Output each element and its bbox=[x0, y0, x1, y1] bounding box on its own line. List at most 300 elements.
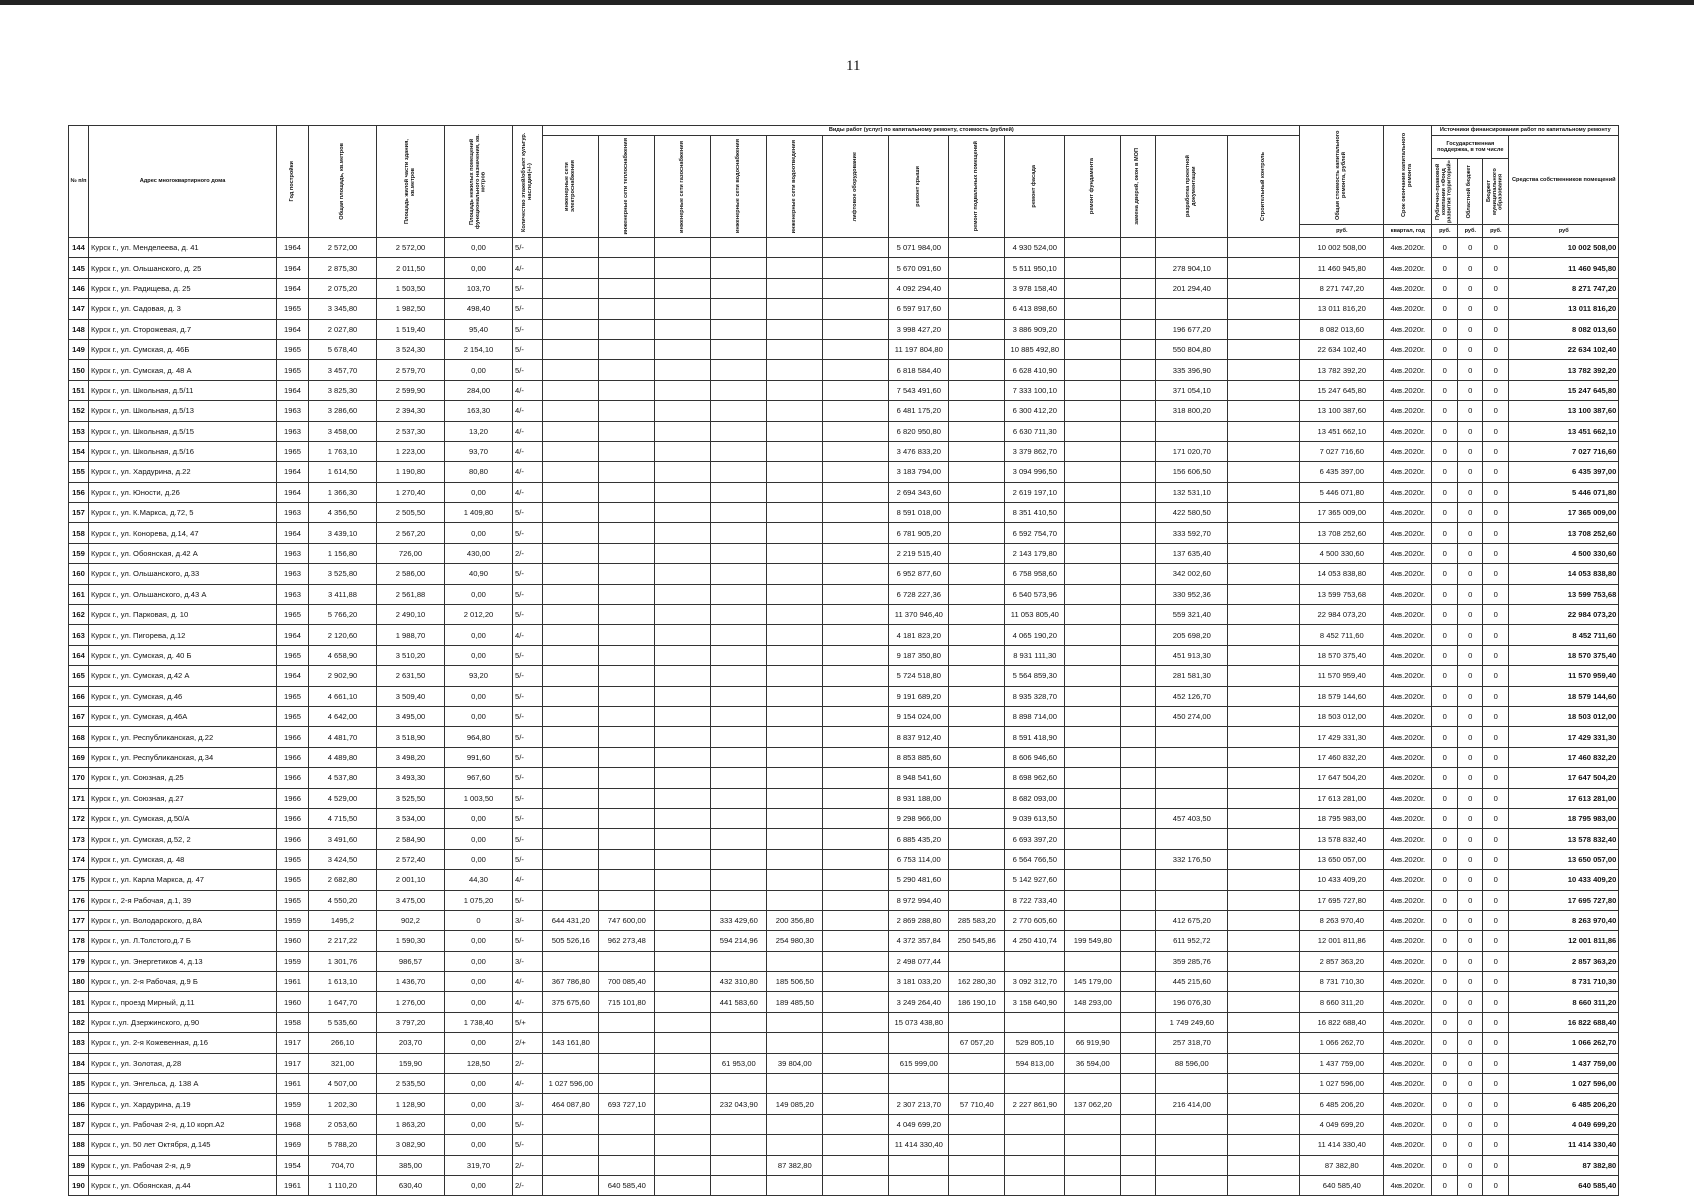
cell-facade: 3 978 158,40 bbox=[1005, 278, 1065, 298]
unit-rub-fund: руб. bbox=[1432, 225, 1458, 238]
cell-owners: 1 027 596,00 bbox=[1509, 1074, 1619, 1094]
cell-public-fund: 0 bbox=[1432, 1114, 1458, 1134]
cell-basement bbox=[949, 951, 1005, 971]
cell-facade: 4 930 524,00 bbox=[1005, 238, 1065, 258]
cell-term: 4кв.2020г. bbox=[1384, 1114, 1432, 1134]
cell-nonres-area: 0,00 bbox=[445, 992, 513, 1012]
cell-roof: 8 931 188,00 bbox=[889, 788, 949, 808]
cell-basement bbox=[949, 278, 1005, 298]
cell-water bbox=[711, 625, 767, 645]
cell-term: 4кв.2020г. bbox=[1384, 870, 1432, 890]
cell-living-area: 1 503,50 bbox=[377, 278, 445, 298]
cell-roof: 2 219 515,40 bbox=[889, 543, 949, 563]
cell-gas bbox=[655, 319, 711, 339]
cell-regional: 0 bbox=[1458, 1074, 1483, 1094]
cell-num: 185 bbox=[69, 1074, 89, 1094]
cell-heat: 640 585,40 bbox=[599, 1175, 655, 1195]
cell-gas bbox=[655, 482, 711, 502]
cell-living-area: 2 579,70 bbox=[377, 360, 445, 380]
cell-basement bbox=[949, 380, 1005, 400]
cell-regional: 0 bbox=[1458, 951, 1483, 971]
cell-water bbox=[711, 258, 767, 278]
cell-lift bbox=[823, 890, 889, 910]
cell-sewer bbox=[767, 503, 823, 523]
cell-municipal: 0 bbox=[1483, 401, 1509, 421]
cell-design bbox=[1156, 870, 1228, 890]
cell-municipal: 0 bbox=[1483, 1033, 1509, 1053]
cell-lift bbox=[823, 278, 889, 298]
cell-owners: 1 066 262,70 bbox=[1509, 1033, 1619, 1053]
cell-doors bbox=[1121, 503, 1156, 523]
cell-nonres-area: 0,00 bbox=[445, 808, 513, 828]
cell-lift bbox=[823, 808, 889, 828]
cell-regional: 0 bbox=[1458, 503, 1483, 523]
cell-address: Курск г., 2-я Рабочая, д.1, 39 bbox=[89, 890, 277, 910]
cell-year: 1964 bbox=[277, 278, 309, 298]
cell-regional: 0 bbox=[1458, 625, 1483, 645]
cell-living-area: 3 495,00 bbox=[377, 706, 445, 726]
cell-living-area: 2 011,50 bbox=[377, 258, 445, 278]
cell-address: Курск г., ул. Сумская, д. 48 А bbox=[89, 360, 277, 380]
cell-doors bbox=[1121, 1053, 1156, 1073]
cell-public-fund: 0 bbox=[1432, 931, 1458, 951]
cell-living-area: 2 537,30 bbox=[377, 421, 445, 441]
cell-heat bbox=[599, 1012, 655, 1032]
cell-roof: 6 597 917,60 bbox=[889, 299, 949, 319]
cell-year: 1966 bbox=[277, 768, 309, 788]
cell-year: 1965 bbox=[277, 849, 309, 869]
cell-address: Курск г., ул. Ольшанского, д.33 bbox=[89, 564, 277, 584]
cell-term: 4кв.2020г. bbox=[1384, 686, 1432, 706]
cell-design bbox=[1156, 747, 1228, 767]
cell-nonres-area: 1 003,50 bbox=[445, 788, 513, 808]
cell-foundation bbox=[1065, 319, 1121, 339]
cell-doors bbox=[1121, 768, 1156, 788]
cell-basement bbox=[949, 645, 1005, 665]
cell-num: 147 bbox=[69, 299, 89, 319]
cell-total-cost: 18 503 012,00 bbox=[1300, 706, 1384, 726]
cell-regional: 0 bbox=[1458, 584, 1483, 604]
cell-design: 333 592,70 bbox=[1156, 523, 1228, 543]
cell-lift bbox=[823, 360, 889, 380]
cell-lift bbox=[823, 625, 889, 645]
cell-facade: 5 511 950,10 bbox=[1005, 258, 1065, 278]
cell-heat bbox=[599, 1135, 655, 1155]
cell-lift bbox=[823, 1074, 889, 1094]
cell-sewer bbox=[767, 339, 823, 359]
cell-doors bbox=[1121, 299, 1156, 319]
cell-sewer: 149 085,20 bbox=[767, 1094, 823, 1114]
cell-heat bbox=[599, 706, 655, 726]
cell-total-area: 5 766,20 bbox=[309, 605, 377, 625]
cell-term: 4кв.2020г. bbox=[1384, 523, 1432, 543]
cell-total-area: 4 481,70 bbox=[309, 727, 377, 747]
cell-control bbox=[1228, 768, 1300, 788]
cell-control bbox=[1228, 666, 1300, 686]
cell-total-cost: 22 634 102,40 bbox=[1300, 339, 1384, 359]
cell-year: 1968 bbox=[277, 1114, 309, 1134]
table-row bbox=[69, 1175, 1619, 1195]
cell-nonres-area: 128,50 bbox=[445, 1053, 513, 1073]
cell-public-fund: 0 bbox=[1432, 319, 1458, 339]
cell-gas bbox=[655, 1114, 711, 1134]
cell-total-area: 3 458,00 bbox=[309, 421, 377, 441]
cell-heat bbox=[599, 462, 655, 482]
cell-total-area: 2 572,00 bbox=[309, 238, 377, 258]
cell-nonres-area: 0,00 bbox=[445, 706, 513, 726]
cell-total-cost: 10 002 508,00 bbox=[1300, 238, 1384, 258]
cell-heat bbox=[599, 747, 655, 767]
cell-electric bbox=[543, 747, 599, 767]
cell-sewer bbox=[767, 1114, 823, 1134]
cell-public-fund: 0 bbox=[1432, 686, 1458, 706]
cell-electric: 505 526,16 bbox=[543, 931, 599, 951]
cell-roof: 2 307 213,70 bbox=[889, 1094, 949, 1114]
cell-floors: 5/- bbox=[513, 727, 543, 747]
table-row bbox=[69, 931, 1619, 951]
cell-year: 1958 bbox=[277, 1012, 309, 1032]
cell-municipal: 0 bbox=[1483, 584, 1509, 604]
cell-public-fund: 0 bbox=[1432, 523, 1458, 543]
cell-water bbox=[711, 1074, 767, 1094]
cell-municipal: 0 bbox=[1483, 482, 1509, 502]
cell-total-cost: 2 857 363,20 bbox=[1300, 951, 1384, 971]
table-row bbox=[69, 523, 1619, 543]
cell-num: 175 bbox=[69, 870, 89, 890]
cell-lift bbox=[823, 1114, 889, 1134]
cell-basement bbox=[949, 1012, 1005, 1032]
cell-doors bbox=[1121, 1175, 1156, 1195]
cell-address: Курск г., ул. Рабочая 2-я, д.10 корп.А2 bbox=[89, 1114, 277, 1134]
cell-living-area: 203,70 bbox=[377, 1033, 445, 1053]
cell-nonres-area: 0 bbox=[445, 910, 513, 930]
cell-owners: 17 695 727,80 bbox=[1509, 890, 1619, 910]
cell-foundation bbox=[1065, 278, 1121, 298]
cell-year: 1966 bbox=[277, 727, 309, 747]
cell-owners: 10 002 508,00 bbox=[1509, 238, 1619, 258]
cell-address: Курск г., ул. Школьная, д.5/13 bbox=[89, 401, 277, 421]
cell-floors: 5/- bbox=[513, 788, 543, 808]
cell-gas bbox=[655, 1012, 711, 1032]
cell-roof: 8 948 541,60 bbox=[889, 768, 949, 788]
cell-gas bbox=[655, 401, 711, 421]
cell-year: 1964 bbox=[277, 258, 309, 278]
cell-gas bbox=[655, 625, 711, 645]
cell-address: Курск г., ул. Менделеева, д. 41 bbox=[89, 238, 277, 258]
cell-basement bbox=[949, 584, 1005, 604]
cell-roof: 3 183 794,00 bbox=[889, 462, 949, 482]
cell-floors: 5/- bbox=[513, 564, 543, 584]
cell-term: 4кв.2020г. bbox=[1384, 992, 1432, 1012]
cell-living-area: 1 863,20 bbox=[377, 1114, 445, 1134]
cell-public-fund: 0 bbox=[1432, 829, 1458, 849]
cell-water: 594 214,96 bbox=[711, 931, 767, 951]
cell-foundation bbox=[1065, 299, 1121, 319]
cell-water bbox=[711, 564, 767, 584]
cell-living-area: 3 797,20 bbox=[377, 1012, 445, 1032]
cell-lift bbox=[823, 503, 889, 523]
cell-foundation bbox=[1065, 584, 1121, 604]
cell-heat bbox=[599, 238, 655, 258]
cell-heat bbox=[599, 503, 655, 523]
cell-floors: 5/- bbox=[513, 747, 543, 767]
cell-public-fund: 0 bbox=[1432, 543, 1458, 563]
cell-num: 158 bbox=[69, 523, 89, 543]
cell-address: Курск г., ул. Радищева, д. 25 bbox=[89, 278, 277, 298]
cell-electric bbox=[543, 238, 599, 258]
cell-floors: 4/- bbox=[513, 462, 543, 482]
cell-facade bbox=[1005, 1012, 1065, 1032]
cell-doors bbox=[1121, 686, 1156, 706]
cell-foundation: 36 594,00 bbox=[1065, 1053, 1121, 1073]
cell-owners: 8 271 747,20 bbox=[1509, 278, 1619, 298]
cell-sewer bbox=[767, 482, 823, 502]
cell-roof: 9 154 024,00 bbox=[889, 706, 949, 726]
cell-lift bbox=[823, 564, 889, 584]
cell-roof: 6 885 435,20 bbox=[889, 829, 949, 849]
cell-municipal: 0 bbox=[1483, 727, 1509, 747]
cell-living-area: 3 518,90 bbox=[377, 727, 445, 747]
cell-gas bbox=[655, 788, 711, 808]
cell-gas bbox=[655, 1074, 711, 1094]
cell-sewer bbox=[767, 1074, 823, 1094]
cell-term: 4кв.2020г. bbox=[1384, 543, 1432, 563]
cell-owners: 18 795 983,00 bbox=[1509, 808, 1619, 828]
cell-total-cost: 8 660 311,20 bbox=[1300, 992, 1384, 1012]
cell-roof: 8 853 885,60 bbox=[889, 747, 949, 767]
cell-regional: 0 bbox=[1458, 829, 1483, 849]
cell-lift bbox=[823, 238, 889, 258]
cell-water bbox=[711, 584, 767, 604]
cell-doors bbox=[1121, 1074, 1156, 1094]
cell-nonres-area: 1 738,40 bbox=[445, 1012, 513, 1032]
cell-lift bbox=[823, 605, 889, 625]
cell-address: Курск г., ул. 2-я Рабочая, д.9 Б bbox=[89, 972, 277, 992]
cell-lift bbox=[823, 951, 889, 971]
cell-living-area: 2 572,00 bbox=[377, 238, 445, 258]
cell-design: 422 580,50 bbox=[1156, 503, 1228, 523]
cell-total-cost: 8 271 747,20 bbox=[1300, 278, 1384, 298]
cell-gas bbox=[655, 706, 711, 726]
cell-roof: 4 372 357,84 bbox=[889, 931, 949, 951]
cell-roof bbox=[889, 1155, 949, 1175]
cell-electric bbox=[543, 339, 599, 359]
cell-electric: 644 431,20 bbox=[543, 910, 599, 930]
cell-sewer bbox=[767, 401, 823, 421]
cell-municipal: 0 bbox=[1483, 808, 1509, 828]
cell-floors: 2/- bbox=[513, 543, 543, 563]
cell-year: 1966 bbox=[277, 747, 309, 767]
cell-nonres-area: 967,60 bbox=[445, 768, 513, 788]
cell-sewer bbox=[767, 870, 823, 890]
cell-year: 1961 bbox=[277, 1074, 309, 1094]
table-row bbox=[69, 686, 1619, 706]
cell-total-area: 5 535,60 bbox=[309, 1012, 377, 1032]
cell-nonres-area: 0,00 bbox=[445, 482, 513, 502]
cell-gas bbox=[655, 1094, 711, 1114]
cell-address: Курск г., ул. Школьная, д.5/16 bbox=[89, 441, 277, 461]
cell-year: 1963 bbox=[277, 543, 309, 563]
cell-sewer bbox=[767, 1135, 823, 1155]
cell-basement bbox=[949, 849, 1005, 869]
cell-gas bbox=[655, 584, 711, 604]
cell-owners: 2 857 363,20 bbox=[1509, 951, 1619, 971]
cell-total-cost: 12 001 811,86 bbox=[1300, 931, 1384, 951]
cell-gas bbox=[655, 523, 711, 543]
cell-gas bbox=[655, 992, 711, 1012]
cell-address: Курск г., ул. Юности, д.26 bbox=[89, 482, 277, 502]
cell-address: Курск г., ул. Карла Маркса, д. 47 bbox=[89, 870, 277, 890]
cell-control bbox=[1228, 706, 1300, 726]
cell-floors: 2/- bbox=[513, 1053, 543, 1073]
cell-lift bbox=[823, 1175, 889, 1195]
cell-total-cost: 7 027 716,60 bbox=[1300, 441, 1384, 461]
cell-num: 177 bbox=[69, 910, 89, 930]
cell-year: 1963 bbox=[277, 503, 309, 523]
cell-living-area: 1 190,80 bbox=[377, 462, 445, 482]
cell-facade: 8 898 714,00 bbox=[1005, 706, 1065, 726]
cell-total-cost: 87 382,80 bbox=[1300, 1155, 1384, 1175]
table-row bbox=[69, 972, 1619, 992]
cell-design: 332 176,50 bbox=[1156, 849, 1228, 869]
cell-gas bbox=[655, 890, 711, 910]
cell-heat bbox=[599, 605, 655, 625]
cell-living-area: 2 561,88 bbox=[377, 584, 445, 604]
cell-total-area: 4 658,90 bbox=[309, 645, 377, 665]
cell-owners: 11 414 330,40 bbox=[1509, 1135, 1619, 1155]
cell-total-area: 704,70 bbox=[309, 1155, 377, 1175]
cell-doors bbox=[1121, 401, 1156, 421]
cell-facade: 7 333 100,10 bbox=[1005, 380, 1065, 400]
cell-living-area: 1 276,00 bbox=[377, 992, 445, 1012]
cell-public-fund: 0 bbox=[1432, 1135, 1458, 1155]
table-row bbox=[69, 645, 1619, 665]
cell-total-cost: 11 460 945,80 bbox=[1300, 258, 1384, 278]
cell-doors bbox=[1121, 870, 1156, 890]
cell-water bbox=[711, 543, 767, 563]
cell-doors bbox=[1121, 1135, 1156, 1155]
cell-doors bbox=[1121, 1094, 1156, 1114]
cell-basement bbox=[949, 503, 1005, 523]
cell-total-cost: 1 437 759,00 bbox=[1300, 1053, 1384, 1073]
cell-num: 161 bbox=[69, 584, 89, 604]
cell-roof: 5 724 518,80 bbox=[889, 666, 949, 686]
cell-basement bbox=[949, 543, 1005, 563]
cell-design bbox=[1156, 1155, 1228, 1175]
cell-electric bbox=[543, 686, 599, 706]
cell-living-area: 902,2 bbox=[377, 910, 445, 930]
cell-year: 1965 bbox=[277, 360, 309, 380]
cell-control bbox=[1228, 462, 1300, 482]
cell-owners: 7 027 716,60 bbox=[1509, 441, 1619, 461]
cell-basement bbox=[949, 686, 1005, 706]
cell-water bbox=[711, 1012, 767, 1032]
cell-roof: 4 181 823,20 bbox=[889, 625, 949, 645]
cell-roof: 2 694 343,60 bbox=[889, 482, 949, 502]
cell-num: 145 bbox=[69, 258, 89, 278]
cell-owners: 8 082 013,60 bbox=[1509, 319, 1619, 339]
header-regional: Областной бюджет bbox=[1458, 159, 1483, 225]
cell-lift bbox=[823, 462, 889, 482]
cell-doors bbox=[1121, 747, 1156, 767]
cell-lift bbox=[823, 584, 889, 604]
header-water: инженерные сети водоснабжения bbox=[711, 136, 767, 238]
cell-living-area: 3 498,20 bbox=[377, 747, 445, 767]
cell-total-area: 5 678,40 bbox=[309, 339, 377, 359]
table-body bbox=[69, 238, 1619, 1196]
cell-water bbox=[711, 1155, 767, 1175]
cell-gas bbox=[655, 441, 711, 461]
cell-municipal: 0 bbox=[1483, 441, 1509, 461]
cell-water bbox=[711, 706, 767, 726]
cell-nonres-area: 0,00 bbox=[445, 829, 513, 849]
cell-water: 333 429,60 bbox=[711, 910, 767, 930]
cell-control bbox=[1228, 238, 1300, 258]
cell-gas bbox=[655, 339, 711, 359]
cell-nonres-area: 80,80 bbox=[445, 462, 513, 482]
cell-address: Курск г., ул. Энгельса, д. 138 А bbox=[89, 1074, 277, 1094]
cell-basement: 250 545,86 bbox=[949, 931, 1005, 951]
cell-foundation bbox=[1065, 564, 1121, 584]
cell-public-fund: 0 bbox=[1432, 788, 1458, 808]
header-basement: ремонт подвальных помещений bbox=[949, 136, 1005, 238]
cell-floors: 5/- bbox=[513, 829, 543, 849]
cell-year: 1965 bbox=[277, 706, 309, 726]
cell-floors: 5/- bbox=[513, 1114, 543, 1134]
cell-living-area: 3 082,90 bbox=[377, 1135, 445, 1155]
cell-design: 550 804,80 bbox=[1156, 339, 1228, 359]
cell-water bbox=[711, 238, 767, 258]
cell-control bbox=[1228, 421, 1300, 441]
cell-num: 179 bbox=[69, 951, 89, 971]
cell-year: 1964 bbox=[277, 319, 309, 339]
cell-regional: 0 bbox=[1458, 462, 1483, 482]
cell-facade bbox=[1005, 1114, 1065, 1134]
cell-design bbox=[1156, 1074, 1228, 1094]
cell-term: 4кв.2020г. bbox=[1384, 829, 1432, 849]
cell-design bbox=[1156, 727, 1228, 747]
header-design: разработка проектной документации bbox=[1156, 136, 1228, 238]
cell-sewer bbox=[767, 645, 823, 665]
cell-basement bbox=[949, 238, 1005, 258]
cell-term: 4кв.2020г. bbox=[1384, 584, 1432, 604]
cell-municipal: 0 bbox=[1483, 972, 1509, 992]
cell-heat bbox=[599, 1053, 655, 1073]
cell-term: 4кв.2020г. bbox=[1384, 706, 1432, 726]
cell-foundation bbox=[1065, 380, 1121, 400]
cell-owners: 17 429 331,30 bbox=[1509, 727, 1619, 747]
cell-total-area: 4 642,00 bbox=[309, 706, 377, 726]
cell-total-cost: 18 579 144,60 bbox=[1300, 686, 1384, 706]
cell-living-area: 2 586,00 bbox=[377, 564, 445, 584]
table-row bbox=[69, 747, 1619, 767]
cell-year: 1964 bbox=[277, 666, 309, 686]
cell-doors bbox=[1121, 1012, 1156, 1032]
cell-foundation bbox=[1065, 849, 1121, 869]
cell-design bbox=[1156, 890, 1228, 910]
cell-foundation bbox=[1065, 870, 1121, 890]
cell-sewer bbox=[767, 238, 823, 258]
cell-water bbox=[711, 808, 767, 828]
cell-public-fund: 0 bbox=[1432, 1074, 1458, 1094]
cell-control bbox=[1228, 910, 1300, 930]
cell-municipal: 0 bbox=[1483, 829, 1509, 849]
cell-municipal: 0 bbox=[1483, 992, 1509, 1012]
cell-total-area: 2 120,60 bbox=[309, 625, 377, 645]
cell-electric bbox=[543, 380, 599, 400]
cell-regional: 0 bbox=[1458, 686, 1483, 706]
cell-total-cost: 17 695 727,80 bbox=[1300, 890, 1384, 910]
